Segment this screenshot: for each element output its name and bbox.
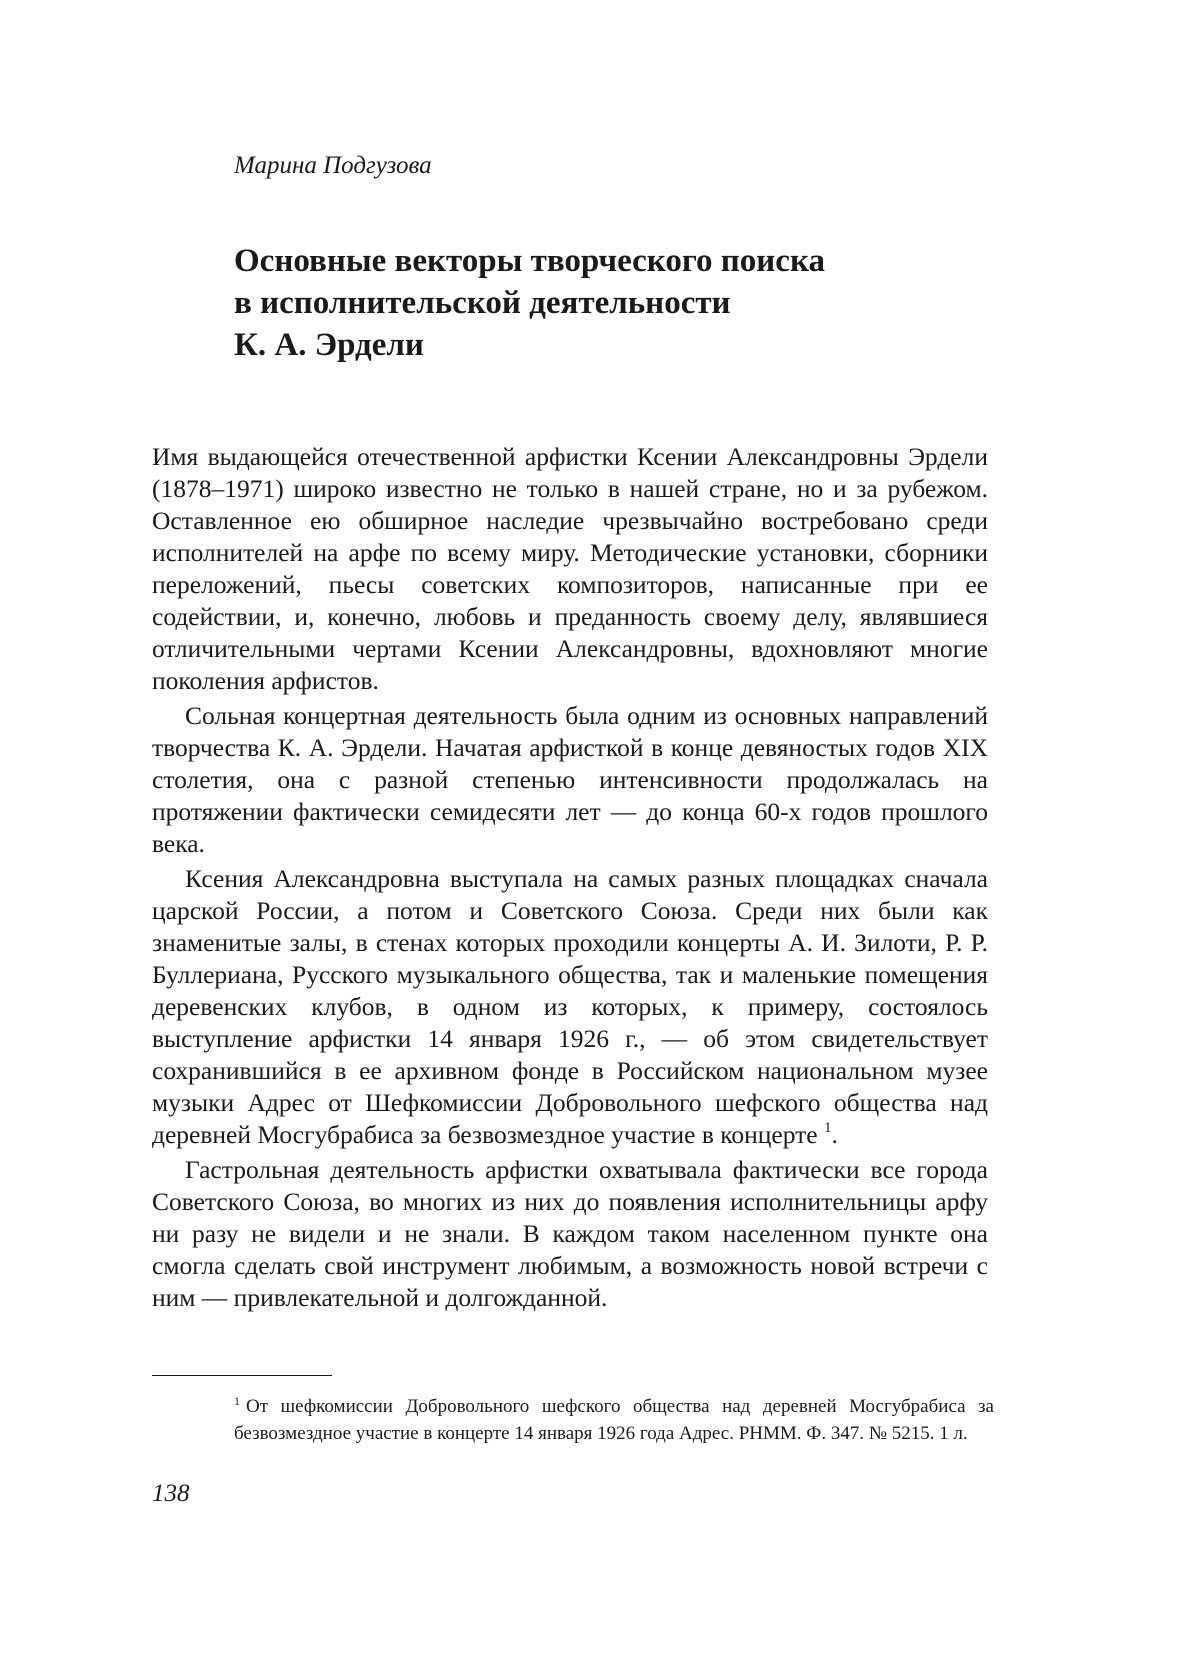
paragraph-1: Имя выдающейся отечественной арфистки Ксении Александровны Эрдели (1878–1971) широко известно не только в нашей стране, но и за рубежом. Оставленное ею обширное наследие чрезвычайно востребовано среди исполнителей на арфе по всему миру. Методические установки, сборники переложений, пьесы советских композиторов, написанные при ее содействии, и, конечно, любовь и преданность своему делу, являвшиеся отличительными чертами Ксении Александровны, вдохновляют многие поколения арфистов. <box>152 441 988 697</box>
footnote-divider <box>152 1375 332 1376</box>
author-name: Марина Подгузова <box>234 150 432 182</box>
paragraph-3 <box>152 863 988 1151</box>
page-number: 138 <box>152 1478 190 1510</box>
title-line-2: в исполнительской деятельности <box>234 282 994 324</box>
article-body <box>152 441 988 1314</box>
footnote-text: От шефкомиссии Добровольного шефского общества над деревней Мосгубрабиса за безвозмездное участие в концерте 14 января 1926 года Адрес. РНММ. Ф. 347. № 5215. 1 л. <box>234 1396 994 1444</box>
paragraph-2: Сольная концертная деятельность была одним из основных направлений творчества К. А. Эрдели. Начатая арфисткой в конце девяностых годов XIX столетия, она с разной степенью интенсивности продолжалась на протяжении фактически семидесяти лет — до конца 60-х годов прошлого века. <box>152 700 988 860</box>
footnote-reference[interactable]: 1 <box>824 1120 832 1136</box>
article-title <box>234 240 994 366</box>
paragraph-4: Гастрольная деятельность арфистки охватывала фактически все города Советского Союза, во многих из них до появления исполнительницы арфу ни разу не видели и не знали. В каждом таком населенном пункте она смогла сделать свой инструмент любимым, а возможность новой встречи с ним — привлекательной и долгожданной. <box>152 1154 988 1314</box>
title-line-1: Основные векторы творческого поиска <box>234 240 994 282</box>
paragraph-3-end: . <box>832 1120 838 1149</box>
book-page <box>0 0 1200 1674</box>
paragraph-3-text: Ксения Александровна выступала на самых разных площадках сначала царской России, а потом и Советского Союза. Среди них были как знаменитые залы, в стенах которых проходили концерты А. И. Зилоти, Р. Р. Буллериана, Русского музыкального общества, так и маленькие помещения деревенских клубов, в одном из которых, к примеру, состоялось выступление арфистки 14 января 1926 г., — об этом свидетельствует сохранившийся в ее архивном фонде в Российском национальном музее музыки Адрес от Шефкомиссии Добровольного шефского общества над деревней Мосгубрабиса за безвозмездное участие в концерте <box>152 864 988 1149</box>
footnote-number: 1 <box>234 1394 240 1408</box>
footnote <box>234 1393 994 1447</box>
title-line-3: К. А. Эрдели <box>234 324 994 366</box>
